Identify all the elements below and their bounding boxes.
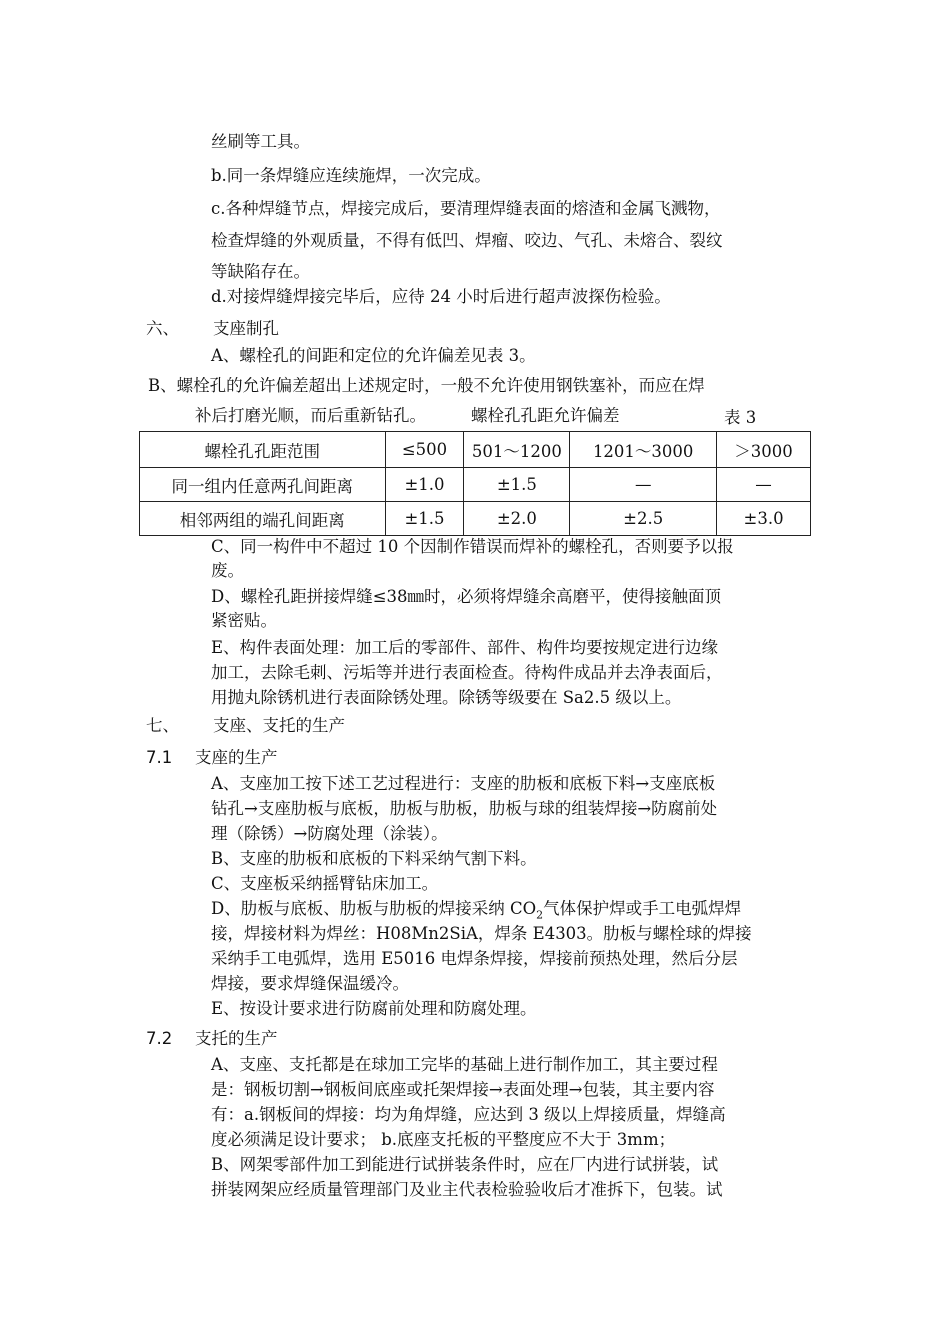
- text-line: 紧密贴。: [211, 611, 277, 630]
- text-line: A、螺栓孔的间距和定位的允许偏差见表 3。: [211, 346, 536, 365]
- text-line: B、螺栓孔的允许偏差超出上述规定时，一般不允许使用钢铁塞补，而应在焊: [148, 376, 705, 395]
- table-cell: ±1.5: [385, 502, 464, 536]
- text-line: B、支座的肋板和底板的下料采纳气割下料。: [211, 849, 537, 868]
- text-line: 废。: [211, 561, 244, 580]
- table-label: 表 3: [724, 408, 757, 427]
- text-line: 用抛丸除锈机进行表面除锈处理。除锈等级要在 Sa2.5 级以上。: [211, 688, 682, 707]
- text-line: 等缺陷存在。: [211, 262, 310, 281]
- text-line: E、按设计要求进行防腐前处理和防腐处理。: [211, 999, 537, 1018]
- text-fragment: D、肋板与底板、肋板与肋板的焊接采纳 CO: [211, 899, 537, 918]
- text-line: 焊接，要求焊缝保温缓冷。: [211, 974, 409, 993]
- text-line: b.同一条焊缝应连续施焊，一次完成。: [211, 166, 491, 185]
- text-line: 检查焊缝的外观质量，不得有低凹、焊瘤、咬边、气孔、未熔合、裂纹: [211, 231, 723, 250]
- table-cell: ±1.0: [385, 468, 464, 502]
- text-line: 有：a.钢板间的焊接：均为角焊缝，应达到 3 级以上焊接质量，焊缝高: [211, 1105, 726, 1124]
- section-heading: 支座、支托的生产: [213, 716, 345, 735]
- table-cell: ±3.0: [717, 502, 811, 536]
- text-line: 采纳手工电弧焊，选用 E5016 电焊条焊接，焊接前预热处理，然后分层: [211, 949, 738, 968]
- subsection-heading: 支托的生产: [195, 1029, 278, 1048]
- text-line: B、网架零部件加工到能进行试拼装条件时，应在厂内进行试拼装，试: [211, 1155, 719, 1174]
- table-cell: ±2.0: [464, 502, 570, 536]
- text-line: 是：钢板切割→钢板间底座或托架焊接→表面处理→包装，其主要内容: [211, 1080, 715, 1099]
- table-cell: 相邻两组的端孔间距离: [140, 502, 386, 536]
- text-line: A、支座加工按下述工艺过程进行：支座的肋板和底板下料→支座底板: [211, 774, 716, 793]
- text-line: D、螺栓孔距拼接焊缝≤38㎜时，必须将焊缝余高磨平，使得接触面顶: [211, 587, 722, 606]
- text-line: c.各种焊缝节点，焊接完成后，要清理焊缝表面的熔渣和金属飞溅物，: [211, 199, 721, 218]
- text-line: 理（除锈）→防腐处理（涂装）。: [211, 824, 448, 843]
- table-header-cell: 螺栓孔孔距范围: [140, 432, 386, 468]
- table-header-cell: 1201～3000: [570, 432, 717, 468]
- section-number: 六、: [146, 319, 179, 338]
- text-line: 钻孔→支座肋板与底板，肋板与肋板，肋板与球的组装焊接→防腐前处: [211, 799, 718, 818]
- table-cell: —: [717, 468, 811, 502]
- table-row: [140, 502, 811, 536]
- subsection-heading: 支座的生产: [195, 748, 278, 767]
- table-header-cell: ＞3000: [717, 432, 811, 468]
- table-row: [140, 468, 811, 502]
- table-cell: ±1.5: [464, 468, 570, 502]
- text-line: 丝刷等工具。: [211, 132, 310, 151]
- text-fragment: 气体保护焊或手工电弧焊焊: [543, 899, 742, 918]
- text-line: 拼装网架应经质量管理部门及业主代表检验验收后才准拆下，包装。试: [211, 1180, 723, 1199]
- table-header-cell: ≤500: [385, 432, 464, 468]
- table-title: 螺栓孔孔距允许偏差: [471, 406, 620, 425]
- table-cell: 同一组内任意两孔间距离: [140, 468, 386, 502]
- text-line: 补后打磨光顺，而后重新钻孔。: [195, 406, 426, 425]
- subsection-number: 7.1: [146, 748, 173, 767]
- text-line: E、构件表面处理：加工后的零部件、部件、构件均要按规定进行边缘: [211, 638, 719, 657]
- table-cell: —: [570, 468, 717, 502]
- table-cell: ±2.5: [570, 502, 717, 536]
- table-header-cell: 501～1200: [464, 432, 570, 468]
- subsection-number: 7.2: [146, 1029, 173, 1048]
- text-line: 加工，去除毛刺、污垢等并进行表面检查。待构件成品并去净表面后，: [211, 663, 723, 682]
- bolt-hole-tolerance-table: [139, 431, 811, 536]
- text-line: d.对接焊缝焊接完毕后，应待 24 小时后进行超声波探伤检验。: [211, 287, 671, 306]
- text-line: C、支座板采纳摇臂钻床加工。: [211, 874, 439, 893]
- table-header-row: [140, 432, 811, 468]
- subscript: 2: [536, 908, 544, 922]
- section-number: 七、: [146, 716, 179, 735]
- section-heading: 支座制孔: [213, 319, 279, 338]
- text-line: A、支座、支托都是在球加工完毕的基础上进行制作加工，其主要过程: [211, 1055, 718, 1074]
- text-line: 接，焊接材料为焊丝：H08Mn2SiA，焊条 E4303。肋板与螺栓球的焊接: [211, 924, 752, 943]
- text-line: C、同一构件中不超过 10 个因制作错误而焊补的螺栓孔，否则要予以报: [211, 537, 734, 556]
- text-line: 度必须满足设计要求； b.底座支托板的平整度应不大于 3mm；: [211, 1130, 676, 1149]
